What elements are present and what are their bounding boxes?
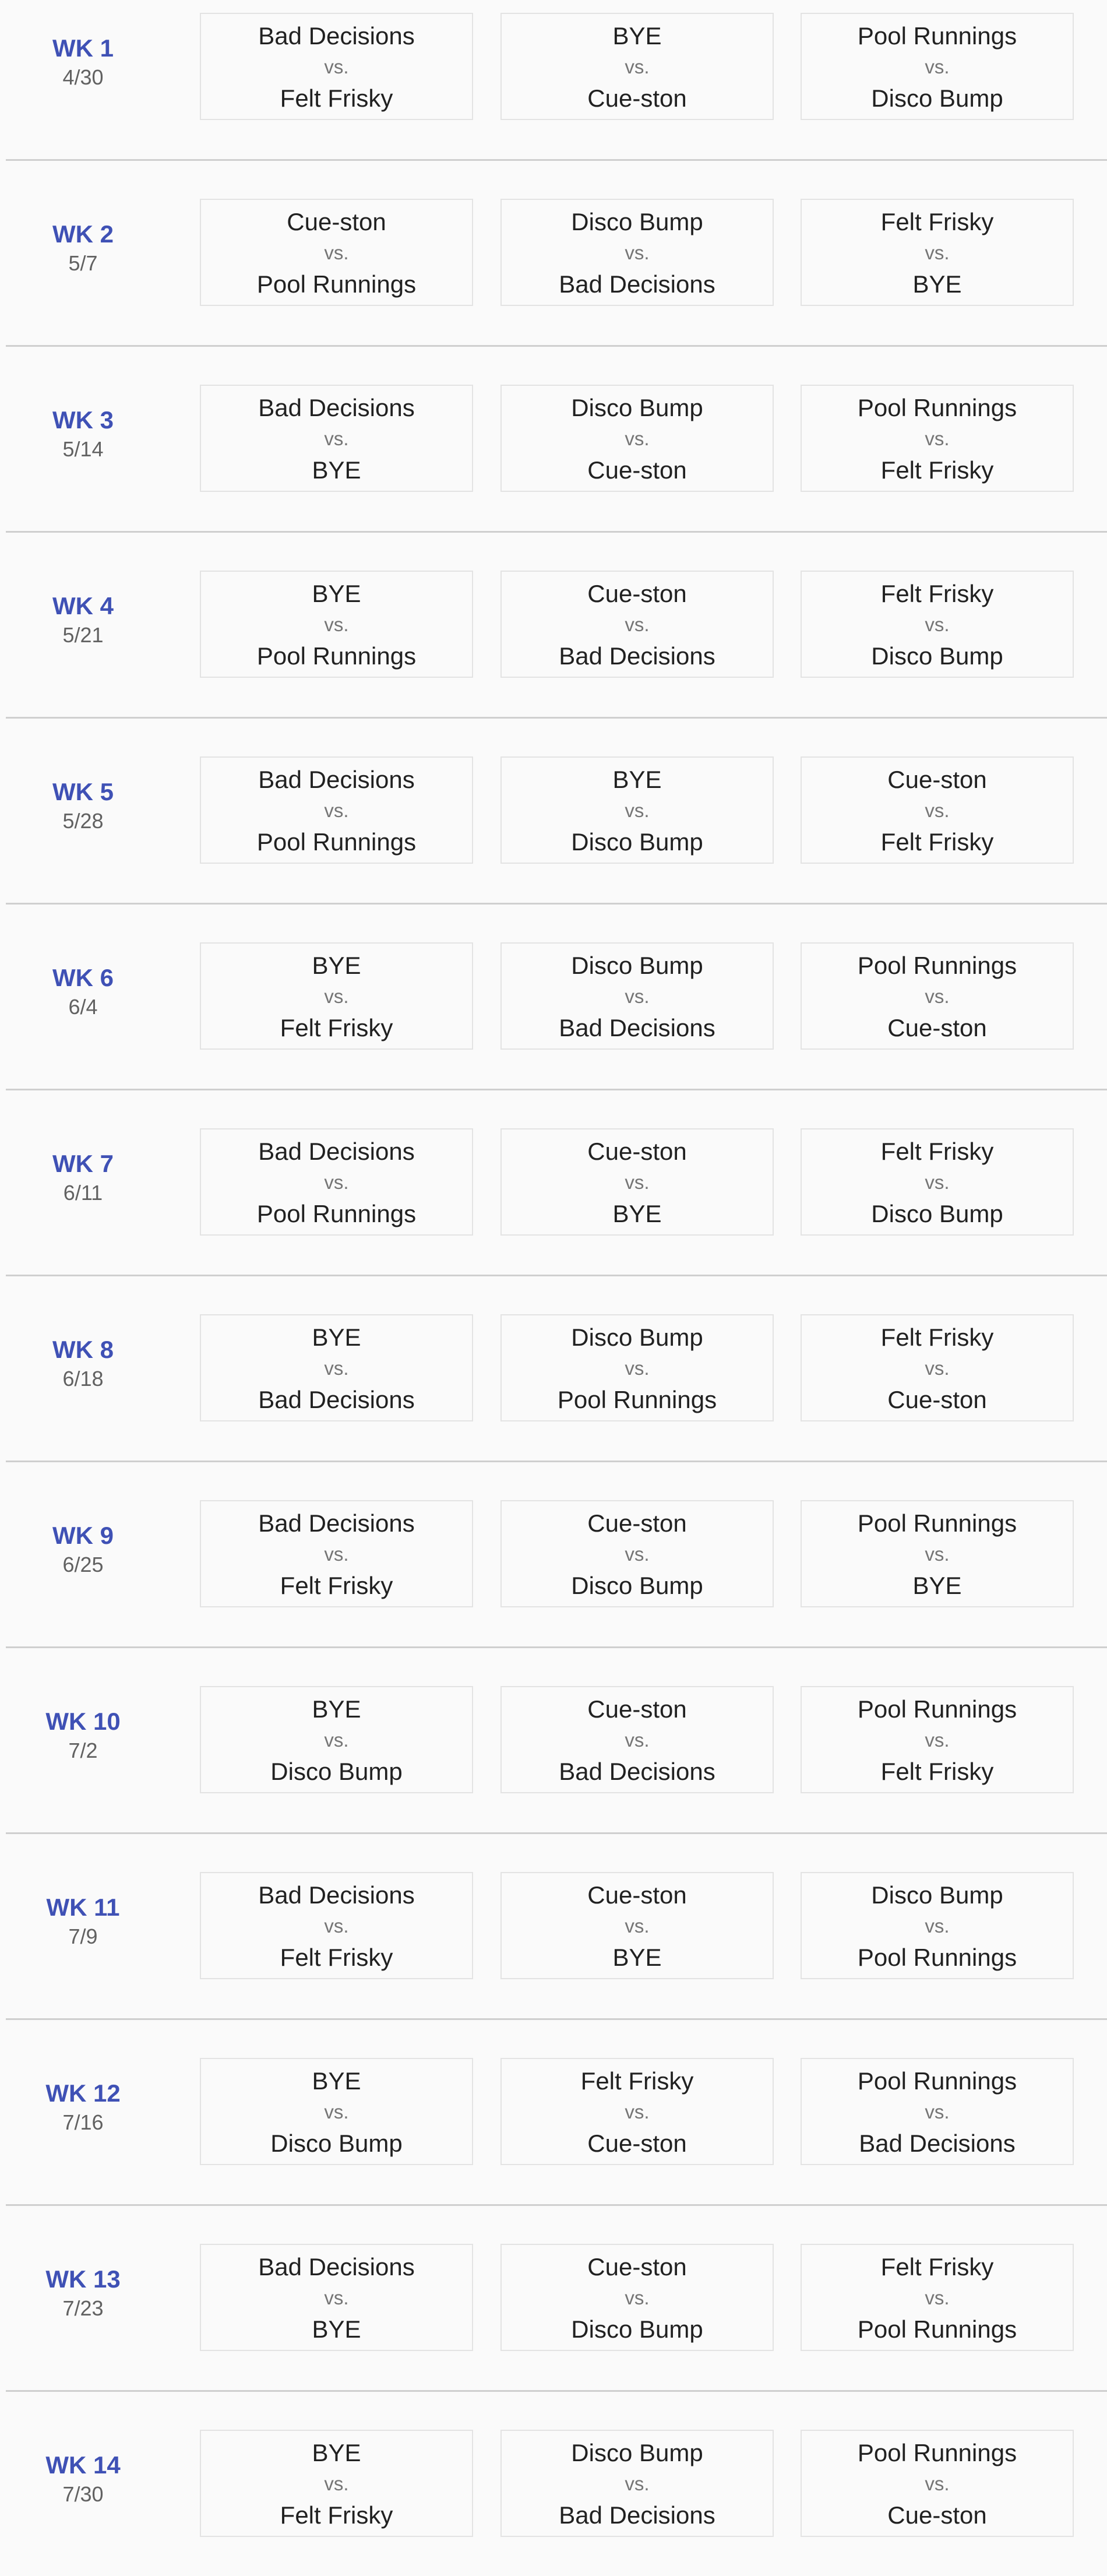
away-team: Bad Decisions [559,1758,715,1785]
week-label [17,1521,149,1579]
away-team: Pool Runnings [256,828,417,856]
home-team: Cue-ston [587,1138,687,1165]
match-card[interactable] [801,756,1074,864]
match-card[interactable] [500,1314,774,1421]
away-team: BYE [612,1200,662,1227]
vs-label: vs. [925,1357,950,1379]
match-card[interactable] [500,942,774,1050]
home-team: Bad Decisions [258,1881,415,1909]
away-team: Bad Decisions [258,1386,415,1413]
vs-label: vs. [925,1543,950,1565]
away-team: Bad Decisions [559,642,715,670]
week-date: 7/30 [62,2482,104,2506]
match-card[interactable] [801,2058,1074,2165]
match-card[interactable] [500,571,774,678]
home-team: Pool Runnings [857,2439,1017,2466]
vs-label: vs. [625,428,650,449]
away-team: Pool Runnings [857,2315,1017,2343]
match-card[interactable] [200,199,473,306]
vs-label: vs. [324,986,349,1007]
week-number: WK 3 [52,406,114,434]
week-row [0,1859,1107,2045]
vs-label: vs. [625,1171,650,1193]
home-team: Felt Frisky [880,1324,994,1351]
home-team: Disco Bump [571,208,703,235]
away-team: Felt Frisky [880,456,994,484]
away-team: Disco Bump [270,2130,403,2157]
week-divider [6,1089,1107,1090]
week-number: WK 2 [52,220,114,248]
match-card[interactable] [801,942,1074,1050]
vs-label: vs. [625,1357,650,1379]
home-team: Felt Frisky [880,580,994,607]
vs-label: vs. [324,2101,349,2123]
away-team: Felt Frisky [280,2501,393,2529]
home-team: Disco Bump [571,394,703,421]
home-team: Cue-ston [587,2253,687,2281]
week-row [0,2417,1107,2576]
week-date: 5/14 [62,437,104,461]
home-team: BYE [312,2439,361,2466]
match-card[interactable] [200,756,473,864]
match-card[interactable] [200,571,473,678]
week-label [17,1892,149,1951]
away-team: Disco Bump [270,1758,403,1785]
away-team: Felt Frisky [880,828,994,856]
vs-label: vs. [925,2473,950,2494]
home-team: BYE [312,952,361,979]
match-card[interactable] [200,1314,473,1421]
match-card[interactable] [200,13,473,120]
home-team: Cue-ston [887,766,987,793]
away-team: BYE [312,456,361,484]
match-card[interactable] [500,1500,774,1607]
week-date: 4/30 [62,65,104,89]
week-date: 6/25 [62,1553,104,1576]
away-team: Disco Bump [571,1572,703,1599]
vs-label: vs. [925,2101,950,2123]
week-row [0,1115,1107,1301]
week-divider [6,159,1107,161]
match-card[interactable] [200,1128,473,1236]
week-divider [6,2018,1107,2020]
away-team: Felt Frisky [880,1758,994,1785]
vs-label: vs. [925,2287,950,2308]
match-card[interactable] [500,1686,774,1793]
week-divider [6,1275,1107,1276]
home-team: Cue-ston [587,1695,687,1723]
week-divider [6,2204,1107,2206]
home-team: Pool Runnings [857,1695,1017,1723]
match-card[interactable] [500,385,774,492]
vs-label: vs. [925,56,950,78]
week-row [0,930,1107,1115]
vs-label: vs. [324,56,349,78]
home-team: Pool Runnings [857,952,1017,979]
away-team: Pool Runnings [557,1386,717,1413]
week-date: 5/7 [68,251,98,275]
week-row [0,744,1107,930]
home-team: Bad Decisions [258,1509,415,1537]
home-team: Bad Decisions [258,2253,415,2281]
home-team: Disco Bump [571,2439,703,2466]
home-team: Disco Bump [571,952,703,979]
away-team: Pool Runnings [256,270,417,298]
home-team: Disco Bump [871,1881,1003,1909]
week-divider [6,717,1107,719]
home-team: Bad Decisions [258,1138,415,1165]
week-divider [6,2390,1107,2392]
match-card[interactable] [500,2430,774,2537]
vs-label: vs. [625,986,650,1007]
week-number: WK 5 [52,778,114,805]
match-card[interactable] [200,2244,473,2351]
match-card[interactable] [500,756,774,864]
week-label [17,405,149,463]
vs-label: vs. [625,2101,650,2123]
match-card[interactable] [801,1872,1074,1979]
week-date: 5/28 [62,809,104,833]
home-team: Cue-ston [287,208,386,235]
match-card[interactable] [500,13,774,120]
week-label [17,1706,149,1765]
week-number: WK 12 [45,2079,121,2107]
vs-label: vs. [925,1915,950,1937]
home-team: Cue-ston [587,580,687,607]
week-row [0,1487,1107,1673]
week-divider [6,1832,1107,1834]
home-team: BYE [612,766,662,793]
vs-label: vs. [925,800,950,821]
away-team: Pool Runnings [857,1944,1017,1971]
week-number: WK 14 [45,2451,121,2479]
home-team: Felt Frisky [880,1138,994,1165]
vs-label: vs. [925,986,950,1007]
vs-label: vs. [625,800,650,821]
vs-label: vs. [625,614,650,635]
vs-label: vs. [925,242,950,263]
match-card[interactable] [801,1314,1074,1421]
vs-label: vs. [324,1357,349,1379]
match-card[interactable] [801,1500,1074,1607]
vs-label: vs. [925,428,950,449]
match-card[interactable] [500,2058,774,2165]
vs-label: vs. [324,1915,349,1937]
away-team: BYE [912,1572,962,1599]
home-team: BYE [312,1695,361,1723]
vs-label: vs. [625,1729,650,1751]
away-team: Bad Decisions [559,1014,715,1041]
week-divider [6,1461,1107,1462]
week-number: WK 7 [52,1150,114,1177]
week-date: 7/23 [62,2296,104,2320]
match-card[interactable] [500,1872,774,1979]
week-label [17,2450,149,2508]
week-label [17,777,149,835]
week-label [17,33,149,92]
match-card[interactable] [801,13,1074,120]
week-row [0,0,1107,186]
match-card[interactable] [801,2244,1074,2351]
vs-label: vs. [625,1543,650,1565]
away-team: Cue-ston [587,456,687,484]
match-card[interactable] [200,1686,473,1793]
week-row [0,1301,1107,1487]
match-card[interactable] [200,1500,473,1607]
home-team: Cue-ston [587,1509,687,1537]
away-team: Bad Decisions [859,2130,1016,2157]
week-number: WK 4 [52,592,114,620]
away-team: Disco Bump [571,2315,703,2343]
week-label [17,963,149,1021]
week-row [0,2045,1107,2231]
week-number: WK 10 [45,1708,121,1735]
away-team: Disco Bump [871,85,1003,112]
match-card[interactable] [801,1686,1074,1793]
vs-label: vs. [925,1171,950,1193]
vs-label: vs. [625,242,650,263]
match-card[interactable] [200,1872,473,1979]
match-card[interactable] [801,385,1074,492]
home-team: Pool Runnings [857,394,1017,421]
week-number: WK 6 [52,964,114,991]
match-card[interactable] [200,942,473,1050]
away-team: Felt Frisky [280,1014,393,1041]
away-team: Pool Runnings [256,642,417,670]
away-team: Cue-ston [587,2130,687,2157]
home-team: Pool Runnings [857,1509,1017,1537]
home-team: Felt Frisky [880,2253,994,2281]
vs-label: vs. [625,56,650,78]
week-date: 7/16 [62,2110,104,2134]
week-number: WK 11 [46,1894,120,1921]
week-date: 6/4 [68,995,98,1019]
home-team: Felt Frisky [580,2067,694,2095]
away-team: Pool Runnings [256,1200,417,1227]
week-divider [6,531,1107,533]
week-label [17,2078,149,2137]
home-team: BYE [612,22,662,50]
vs-label: vs. [324,614,349,635]
away-team: Bad Decisions [559,2501,715,2529]
away-team: Felt Frisky [280,1944,393,1971]
match-card[interactable] [200,2430,473,2537]
week-row [0,558,1107,744]
week-row [0,186,1107,372]
vs-label: vs. [324,2287,349,2308]
vs-label: vs. [324,428,349,449]
week-divider [6,345,1107,347]
match-card[interactable] [801,199,1074,306]
away-team: Disco Bump [871,642,1003,670]
week-divider [6,1646,1107,1648]
match-card[interactable] [200,385,473,492]
home-team: Disco Bump [571,1324,703,1351]
away-team: Cue-ston [887,1386,987,1413]
vs-label: vs. [324,2473,349,2494]
week-row [0,2231,1107,2417]
match-card[interactable] [801,1128,1074,1236]
away-team: Bad Decisions [559,270,715,298]
away-team: Disco Bump [871,1200,1003,1227]
vs-label: vs. [324,242,349,263]
home-team: Bad Decisions [258,22,415,50]
away-team: Felt Frisky [280,85,393,112]
week-row [0,372,1107,558]
home-team: BYE [312,580,361,607]
match-card[interactable] [200,2058,473,2165]
week-date: 6/18 [62,1367,104,1391]
vs-label: vs. [324,800,349,821]
vs-label: vs. [324,1171,349,1193]
away-team: BYE [312,2315,361,2343]
vs-label: vs. [324,1729,349,1751]
home-team: BYE [312,2067,361,2095]
week-divider [6,903,1107,905]
home-team: Cue-ston [587,1881,687,1909]
match-card[interactable] [500,199,774,306]
home-team: BYE [312,1324,361,1351]
away-team: Cue-ston [887,2501,987,2529]
week-date: 6/11 [63,1181,103,1205]
match-card[interactable] [801,571,1074,678]
home-team: Bad Decisions [258,394,415,421]
week-number: WK 9 [52,1522,114,1549]
week-number: WK 13 [45,2265,121,2293]
week-number: WK 1 [52,34,114,62]
week-date: 5/21 [62,623,104,647]
match-card[interactable] [801,2430,1074,2537]
home-team: Bad Decisions [258,766,415,793]
week-row [0,1673,1107,1859]
away-team: Cue-ston [887,1014,987,1041]
away-team: Felt Frisky [280,1572,393,1599]
vs-label: vs. [625,2287,650,2308]
week-date: 7/9 [68,1924,98,1948]
vs-label: vs. [324,1543,349,1565]
week-label [17,2264,149,2322]
week-date: 7/2 [68,1739,98,1762]
week-number: WK 8 [52,1336,114,1363]
vs-label: vs. [625,2473,650,2494]
vs-label: vs. [925,614,950,635]
vs-label: vs. [925,1729,950,1751]
match-card[interactable] [500,2244,774,2351]
away-team: Cue-ston [587,85,687,112]
vs-label: vs. [625,1915,650,1937]
away-team: BYE [912,270,962,298]
home-team: Pool Runnings [857,2067,1017,2095]
away-team: BYE [612,1944,662,1971]
home-team: Felt Frisky [880,208,994,235]
week-label [17,1335,149,1393]
match-card[interactable] [500,1128,774,1236]
home-team: Pool Runnings [857,22,1017,50]
week-label [17,591,149,649]
away-team: Disco Bump [571,828,703,856]
week-label [17,219,149,277]
week-label [17,1149,149,1207]
